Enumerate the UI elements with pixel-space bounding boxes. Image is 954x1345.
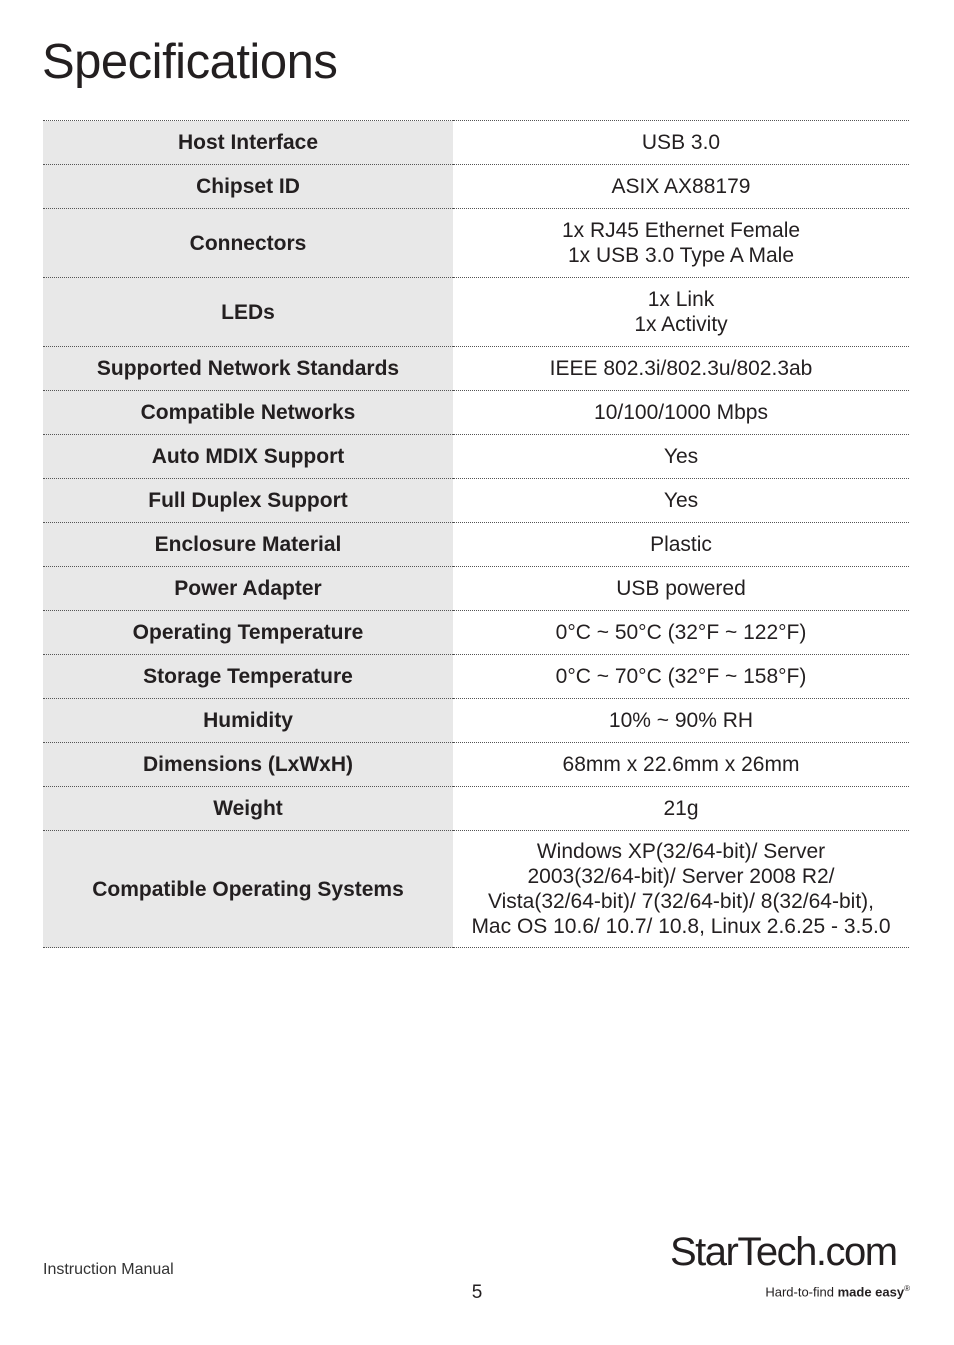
spec-label: Enclosure Material (43, 523, 453, 567)
spec-row (43, 121, 909, 165)
spec-value (453, 121, 909, 165)
spec-value (453, 743, 909, 787)
spec-value-line: 1x Activity (634, 313, 728, 336)
spec-value-line: IEEE 802.3i/802.3u/802.3ab (549, 357, 813, 380)
page-title: Specifications (42, 35, 338, 89)
spec-value-line: USB powered (616, 577, 746, 600)
spec-label: Compatible Networks (43, 391, 453, 435)
spec-value (453, 787, 909, 831)
spec-label: Auto MDIX Support (43, 435, 453, 479)
spec-value-line: 10/100/1000 Mbps (594, 401, 768, 424)
spec-value (453, 278, 909, 347)
spec-row (43, 165, 909, 209)
spec-row (43, 347, 909, 391)
spec-value-line: Yes (663, 445, 699, 468)
spec-label: LEDs (43, 278, 453, 347)
spec-row (43, 787, 909, 831)
spec-value-line: ASIX AX88179 (611, 175, 751, 198)
spec-value-line: 68mm x 22.6mm x 26mm (562, 753, 800, 776)
spec-value-line: 10% ~ 90% RH (608, 709, 754, 732)
spec-label: Full Duplex Support (43, 479, 453, 523)
spec-label: Operating Temperature (43, 611, 453, 655)
spec-label: Host Interface (43, 121, 453, 165)
spec-value-line: Vista(32/64-bit)/ 7(32/64-bit)/ 8(32/64-bit), (488, 890, 874, 913)
spec-row (43, 209, 909, 278)
spec-value (453, 435, 909, 479)
logo-registered-mark: ® (904, 1284, 910, 1293)
spec-value-line: 21g (663, 797, 699, 820)
spec-value-line: 1x Link (647, 288, 715, 311)
spec-label: Power Adapter (43, 567, 453, 611)
spec-value (453, 479, 909, 523)
logo-wordmark: StarTech.com (670, 1230, 897, 1274)
spec-value (453, 209, 909, 278)
spec-value-line: Mac OS 10.6/ 10.7/ 10.8, Linux 2.6.25 - 3.5.0 (471, 915, 891, 938)
spec-value-line: Windows XP(32/64-bit)/ Server (536, 840, 826, 863)
spec-label: Connectors (43, 209, 453, 278)
spec-value (453, 699, 909, 743)
spec-row (43, 567, 909, 611)
specifications-table-body (43, 121, 909, 948)
spec-label: Weight (43, 787, 453, 831)
spec-value (453, 831, 909, 948)
spec-label: Humidity (43, 699, 453, 743)
startech-logo (670, 1230, 910, 1305)
spec-label: Storage Temperature (43, 655, 453, 699)
spec-row (43, 523, 909, 567)
spec-row (43, 278, 909, 347)
spec-row (43, 743, 909, 787)
spec-value-line: Yes (663, 489, 699, 512)
spec-value-line: USB 3.0 (641, 131, 721, 154)
spec-value (453, 391, 909, 435)
spec-row (43, 611, 909, 655)
spec-label: Dimensions (LxWxH) (43, 743, 453, 787)
spec-value-line: 0°C ~ 50°C (32°F ~ 122°F) (555, 621, 807, 644)
spec-row (43, 831, 909, 948)
spec-row (43, 479, 909, 523)
spec-row (43, 655, 909, 699)
spec-value (453, 567, 909, 611)
logo-tagline-bold: made easy (837, 1284, 905, 1300)
spec-value-line: 1x RJ45 Ethernet Female (561, 219, 801, 242)
spec-row (43, 391, 909, 435)
spec-row (43, 435, 909, 479)
spec-value-line: 2003(32/64-bit)/ Server 2008 R2/ (527, 865, 835, 888)
page-number: 5 (471, 1282, 483, 1303)
spec-value (453, 655, 909, 699)
spec-value (453, 611, 909, 655)
logo-tagline (765, 1284, 910, 1299)
spec-row (43, 699, 909, 743)
spec-value-line: Plastic (650, 533, 712, 556)
spec-value (453, 347, 909, 391)
logo-tagline-light: Hard-to-find (765, 1284, 834, 1300)
spec-value (453, 165, 909, 209)
specifications-table (43, 120, 909, 948)
spec-label: Compatible Operating Systems (43, 831, 453, 948)
spec-label: Supported Network Standards (43, 347, 453, 391)
spec-value-line: 1x USB 3.0 Type A Male (567, 244, 795, 267)
footer-document-type: Instruction Manual (43, 1261, 174, 1278)
spec-label: Chipset ID (43, 165, 453, 209)
spec-value (453, 523, 909, 567)
spec-value-line: 0°C ~ 70°C (32°F ~ 158°F) (555, 665, 807, 688)
